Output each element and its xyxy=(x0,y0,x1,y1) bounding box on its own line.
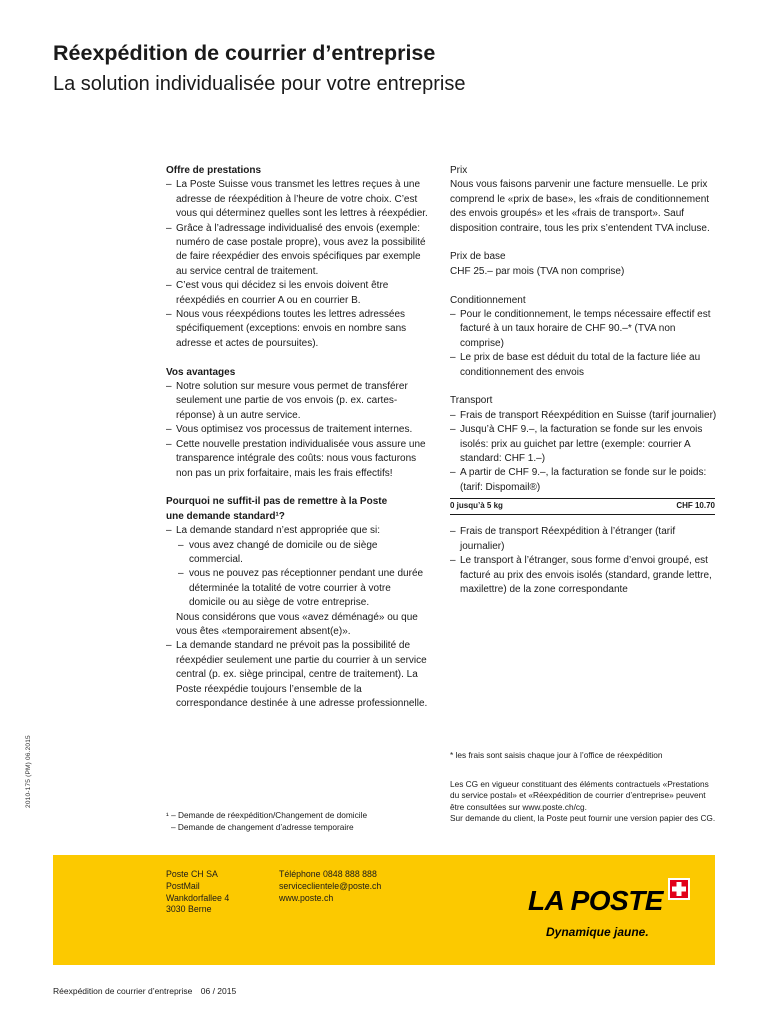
asterisk-note: * les frais sont saisis chaque jour à l’office de réexpédition xyxy=(450,750,663,760)
swiss-cross-icon xyxy=(663,877,691,917)
footnote-line: ¹ – Demande de réexpédition/Changement de domicile xyxy=(166,810,368,820)
conditionnement-item: – Le prix de base est déduit du total de la facture liée au conditionnement des envois xyxy=(450,351,718,380)
logo-slogan: Dynamique jaune. xyxy=(546,925,649,939)
street: Wankdorfallee 4 xyxy=(166,892,230,903)
footnote-line: – Demande de changement d’adresse temporaire xyxy=(171,821,354,832)
transport-item: – A partir de CHF 9.–, la facturation se fonde sur le poids: (tarif: Dispomail®) xyxy=(450,466,718,495)
unit-name: PostMail xyxy=(166,880,200,891)
email-link[interactable]: serviceclientele@poste.ch xyxy=(279,880,382,891)
avantages-item: – Vous optimisez vos processus de traitement internes. xyxy=(166,423,428,437)
pourquoi-subitem: – vous ne pouvez pas réceptionner pendant une durée déterminée la totalité de votre courrier à votre domicile ou au siège de votre entreprise. xyxy=(166,567,428,610)
tariff-weight: 0 jusqu’à 5 kg xyxy=(450,501,503,511)
offre-item: – Nous vous réexpédions toutes les lettres adressées spécifiquement (exceptions: envois en nombre sans adresse et actes de poursuites). xyxy=(166,308,428,351)
contact-block xyxy=(279,869,381,904)
page-subtitle: La solution individualisée pour votre entreprise xyxy=(53,73,466,95)
address-block xyxy=(166,869,229,916)
tariff-table-row xyxy=(450,498,715,515)
footer-banner xyxy=(53,855,715,965)
base-heading: Prix de base xyxy=(450,251,506,263)
right-column xyxy=(450,164,718,597)
offre-heading: Offre de prestations xyxy=(166,165,262,176)
tariff-price: CHF 10.70 xyxy=(676,501,715,511)
cg-text-2: Sur demande du client, la Poste peut fournir une version papier des CG. xyxy=(450,813,716,824)
left-column xyxy=(166,164,428,711)
cg-text: Les CG en vigueur constituant des éléments contractuels «Prestations du service postal» et «Réexpédition de courrier d’entreprise» peuvent être consultées sur www.poste.ch/cg. xyxy=(450,778,709,812)
company-name: Poste CH SA xyxy=(166,869,218,879)
transport-item: – Frais de transport Réexpédition à l’étranger (tarif journalier) xyxy=(450,525,718,554)
avantages-item: – Notre solution sur mesure vous permet de transférer seulement une partie de vos envois (p. ex. cartes-réponse) à un autre service. xyxy=(166,380,428,423)
la-poste-logo xyxy=(528,877,693,943)
page-title: Réexpédition de courrier d’entreprise xyxy=(53,41,436,65)
pourquoi-subitem: – vous avez changé de domicile ou de siège commercial. xyxy=(166,539,428,568)
pourquoi-item: – La demande standard n’est appropriée que si: xyxy=(166,524,428,538)
footer-title: Réexpédition de courrier d’entreprise xyxy=(53,986,193,996)
page-footer xyxy=(53,986,242,996)
conditionnement-item: – Pour le conditionnement, le temps nécessaire effectif est facturé à un taux horaire de CHF 90.–* (TVA non comprise) xyxy=(450,308,718,351)
phone: Téléphone 0848 888 888 xyxy=(279,869,377,879)
transport-item: – Jusqu’à CHF 9.–, la facturation se fonde sur les envois isolés: prix au guichet par lettre (exemple: courrier A standard: CHF 1.–) xyxy=(450,423,718,466)
offre-item: – Grâce à l’adressage individualisé des envois (exemple: numéro de case postale propre), vous avez la possibilité de faire réexpédier des envois spécifiques par exemple au service central de traitement. xyxy=(166,222,428,280)
footnote xyxy=(166,810,428,833)
avantages-heading: Vos avantages xyxy=(166,366,236,378)
pourquoi-item: – La demande standard ne prévoit pas la possibilité de réexpédier seulement une partie du courrier à un service central (p. ex. siège principal, centre de traitement). La Poste réexpédie toujours l’ensemble de la correspondance destinée à une adresse professionnelle. xyxy=(166,639,428,711)
pourquoi-heading-line2: une demande standard¹? xyxy=(166,510,285,522)
notes xyxy=(450,750,718,825)
pourquoi-continuation: Nous considérons que vous «avez déménagé» ou que vous êtes «temporairement absent(e)». xyxy=(176,611,418,637)
web-link[interactable]: www.poste.ch xyxy=(279,892,334,903)
avantages-item: – Cette nouvelle prestation individualisée vous assure une transparence intégrale des coûts: nous vous facturons non pas un prix forfaitaire, mais les frais effectifs! xyxy=(166,438,428,481)
footer-date: 06 / 2015 xyxy=(200,986,237,996)
base-text: CHF 25.– par mois (TVA non comprise) xyxy=(450,265,625,277)
transport-item: – Frais de transport Réexpédition en Suisse (tarif journalier) xyxy=(450,409,718,423)
document-code: 2010-175 (PM) 06.2015 xyxy=(25,735,32,808)
conditionnement-heading: Conditionnement xyxy=(450,294,526,306)
pourquoi-heading: Pourquoi ne suffit-il pas de remettre à la Poste xyxy=(166,496,388,508)
transport-item: – Le transport à l’étranger, sous forme d’envoi groupé, est facturé au prix des envois isolés (standard, grande lettre, maxilettre) de la zone correspondante xyxy=(450,554,718,597)
offre-item: – La Poste Suisse vous transmet les lettres reçues à une adresse de réexpédition à l’heure de votre choix. C’est vous qui déterminez quelles sont les lettres à réexpédier. xyxy=(166,178,428,221)
prix-heading: Prix xyxy=(450,165,468,176)
offre-item: – C’est vous qui décidez si les envois doivent être réexpédiés en courrier A ou en courrier B. xyxy=(166,279,428,308)
logo-wordmark: LA POSTE xyxy=(528,885,663,916)
prix-text: Nous vous faisons parvenir une facture mensuelle. Le prix comprend le «prix de base», les «frais de conditionnement des envois groupés» et les «frais de transport». Sauf disposition contraire, tous les prix s’entendent TVA incluse. xyxy=(450,179,710,234)
city: 3030 Berne xyxy=(166,904,212,915)
transport-heading: Transport xyxy=(450,395,493,407)
